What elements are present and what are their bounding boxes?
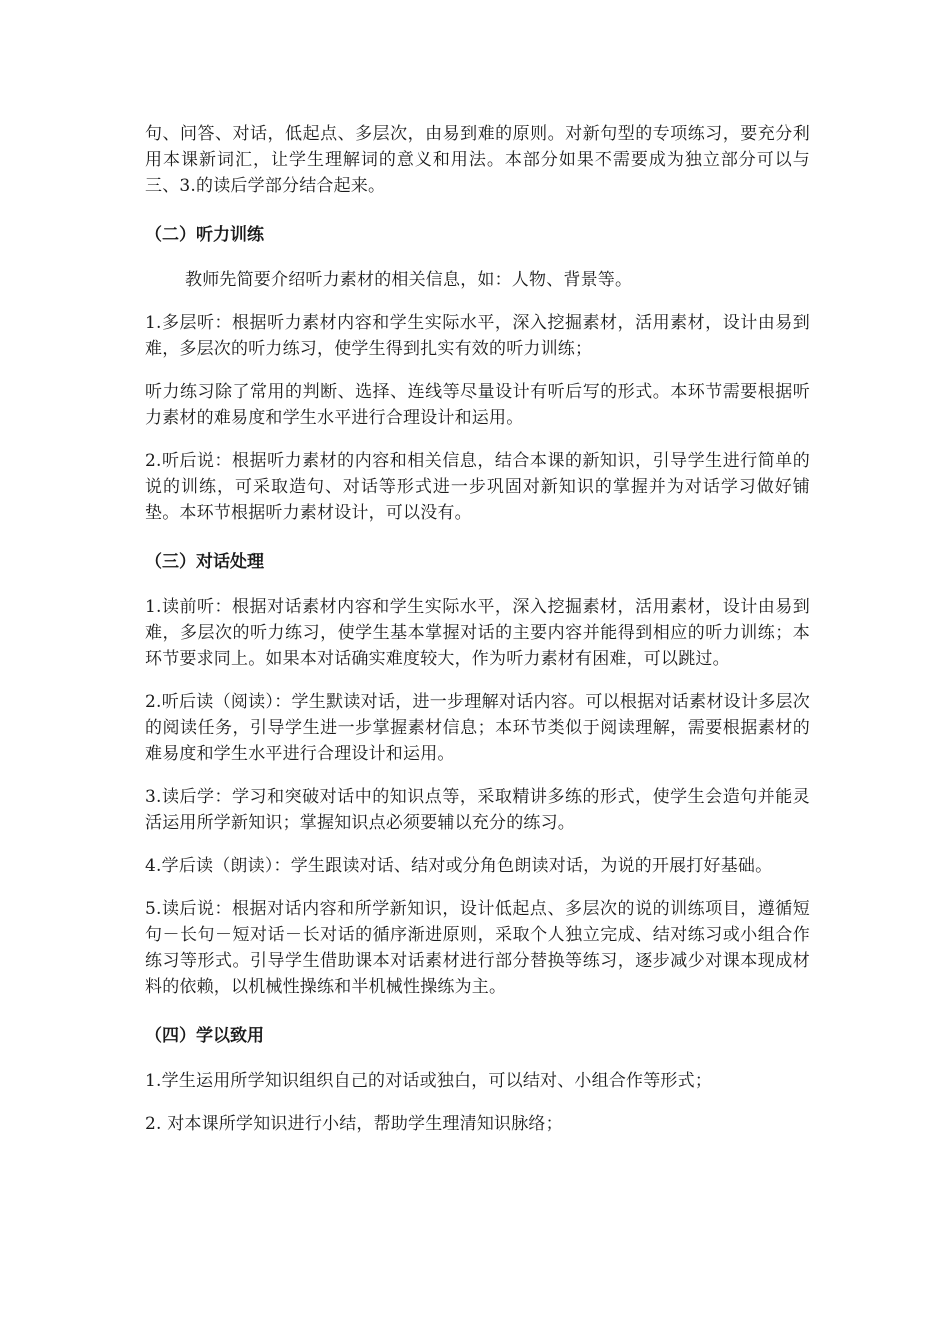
dialogue-paragraph-4: 4.学后读（朗读）：学生跟读对话、结对或分角色朗读对话，为说的开展打好基础。 <box>145 856 773 876</box>
listening-paragraph-1: 1.多层听：根据听力素材内容和学生实际水平，深入挖掘素材，活用素材，设计由易到难，多层次的听力练习，使学生得到扎实有效的听力训练； <box>145 313 810 359</box>
listening-intro-paragraph: 教师先简要介绍听力素材的相关信息，如：人物、背景等。 <box>185 270 633 290</box>
dialogue-paragraph-1: 1.读前听：根据对话素材内容和学生实际水平，深入挖掘素材，活用素材，设计由易到难，多层次的听力练习，使学生基本掌握对话的主要内容并能得到相应的听力训练；本环节要求同上。如果本对话确实难度较大，作为听力素材有困难，可以跳过。 <box>145 597 810 669</box>
document-body <box>145 121 810 1154</box>
dialogue-paragraph-3: 3.读后学：学习和突破对话中的知识点等，采取精讲多练的形式，使学生会造句并能灵活运用所学新知识；掌握知识点必须要辅以充分的练习。 <box>145 787 810 833</box>
application-paragraph-2: 2. 对本课所学知识进行小结，帮助学生理清知识脉络； <box>145 1114 563 1134</box>
intro-paragraph: 句、问答、对话，低起点、多层次，由易到难的原则。对新句型的专项练习，要充分利用本课新词汇，让学生理解词的意义和用法。本部分如果不需要成为独立部分可以与三、3.的读后学部分结合起来。 <box>145 124 810 196</box>
section-heading-application: （四）学以致用 <box>145 1026 264 1046</box>
listening-paragraph-3: 2.听后说：根据听力素材的内容和相关信息，结合本课的新知识，引导学生进行简单的说的训练，可采取造句、对话等形式进一步巩固对新知识的掌握并为对话学习做好铺垫。本环节根据听力素材设计，可以没有。 <box>145 451 810 523</box>
section-heading-listening: （二）听力训练 <box>145 225 264 245</box>
dialogue-paragraph-5: 5.读后说：根据对话内容和所学新知识，设计低起点、多层次的说的训练项目，遵循短句－长句－短对话－长对话的循序渐进原则，采取个人独立完成、结对练习或小组合作练习等形式。引导学生借助课本对话素材进行部分替换等练习，逐步减少对课本现成材料的依赖，以机械性操练和半机械性操练为主。 <box>145 899 810 997</box>
section-heading-dialogue: （三）对话处理 <box>145 552 264 572</box>
application-paragraph-1: 1.学生运用所学知识组织自己的对话或独白，可以结对、小组合作等形式； <box>145 1071 713 1091</box>
dialogue-paragraph-2: 2.听后读（阅读）：学生默读对话，进一步理解对话内容。可以根据对话素材设计多层次的阅读任务，引导学生进一步掌握素材信息；本环节类似于阅读理解，需要根据素材的难易度和学生水平进行合理设计和运用。 <box>145 692 810 764</box>
listening-paragraph-2: 听力练习除了常用的判断、选择、连线等尽量设计有听后写的形式。本环节需要根据听力素材的难易度和学生水平进行合理设计和运用。 <box>145 382 810 428</box>
